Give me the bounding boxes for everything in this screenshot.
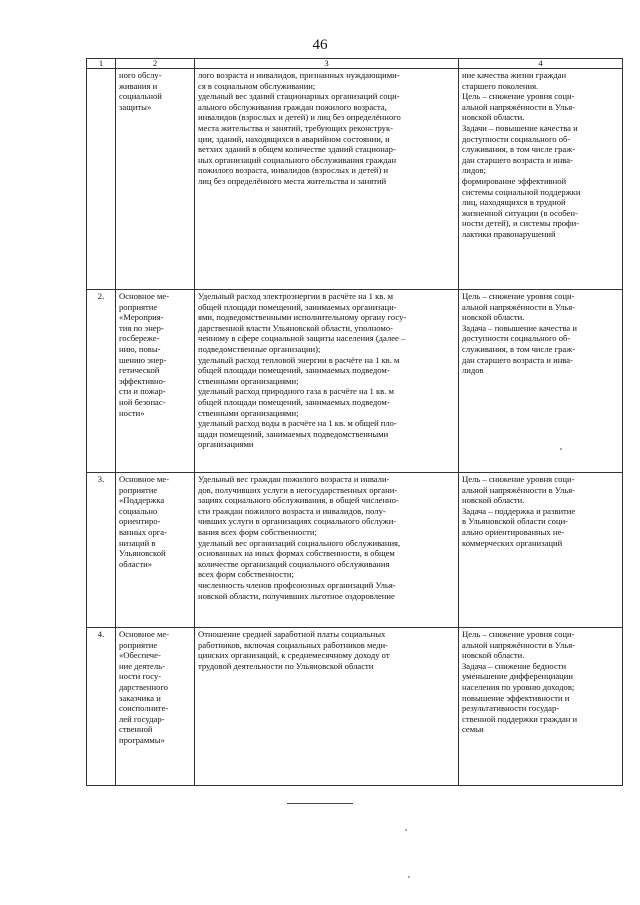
name-cell [116, 628, 195, 786]
goal-line: альной напряжённости в Улья- [462, 301, 576, 312]
indicator-line: Отношение средней заработной платы социальных [198, 629, 386, 639]
table-header-row [87, 59, 623, 69]
activity-name-line: Ульяновской [119, 548, 166, 559]
activity-name-line: гетической [119, 365, 160, 376]
indicator-line: удельный расход тепловой энергии в расчёте на 1 кв. м [198, 354, 400, 365]
name-cell [116, 473, 195, 628]
goal-line: Задача – поддержка и развитие [462, 505, 576, 516]
indicator-line: удельный расход природного газа в расчёте на 1 кв. м [198, 386, 394, 397]
indicator-line: ных организаций социального обслуживания граждан [198, 154, 397, 165]
scan-speck [408, 876, 410, 878]
goal-line: альной напряжённости в Улья- [462, 639, 576, 650]
goal-line: лидов; [462, 165, 487, 176]
activity-name-line: ности» [119, 407, 145, 418]
activity-name-line: роприятие [119, 639, 158, 650]
indicator-line: общей площади помещений, занимаемых организаци- [198, 301, 397, 312]
indicator-line: общей площади помещений, занимаемых подведом- [198, 365, 390, 376]
goal-line: Цель – снижение уровня соци- [462, 91, 575, 102]
activity-name-line: лей государ- [119, 713, 165, 724]
indicator-line: основанных на иных формах собственности, в общем [198, 548, 395, 559]
goal-line: населения по уровню доходов; [462, 681, 575, 692]
activity-name-line: эффективно- [119, 375, 166, 386]
activity-name-line: ванных орга- [119, 526, 167, 537]
goal-line: ние качества жизни граждан [462, 70, 567, 80]
activity-name-line: роприятие [119, 484, 158, 495]
goal-line: ности детей), и системы профи- [462, 218, 580, 229]
footer-divider [287, 803, 353, 804]
activity-name-line: социально [119, 505, 158, 516]
indicator-line: дов, получивших услуги в негосударственных органи- [198, 484, 398, 495]
indicator-line: количестве организаций социального обслуживания [198, 558, 390, 569]
table-row [87, 69, 623, 290]
indicator-line: лиц без определённого места жительства и занятий [198, 175, 387, 186]
goal-line: старшего поколения. [462, 80, 539, 91]
goal-line: результативности государ- [462, 703, 560, 714]
page-number: 46 [312, 37, 328, 53]
indicator-line: цинских организаций, к среднемесячному доходу от [198, 650, 390, 661]
indicator-line: ции, зданий, находящихся в аварийном состоянии, и [198, 133, 390, 144]
indicator-line: дарственной власти Ульяновской области, уполномо- [198, 322, 393, 333]
goal-line: повышение эффективности и [462, 692, 570, 703]
indicator-line: работников, включая социальных работников меди- [198, 639, 388, 650]
indicator-line: зациях социального обслуживания, в общей численно- [198, 495, 399, 506]
activity-name-line: дарственного [119, 681, 168, 692]
indicator-line: ями, подведомственными исполнительному органу госу- [198, 312, 407, 323]
indicator-line: вания всех форм собственности; [198, 526, 317, 537]
indicator-line: подведомственные организации); [198, 343, 321, 354]
indicator-line: общей площади помещений, занимаемых подведом- [198, 396, 390, 407]
activity-name-line: тия по энер- [119, 322, 164, 333]
indicator-line: новской области, получивших льготное оздоровление [198, 590, 395, 601]
program-table [86, 58, 623, 786]
activity-name-line: «Мероприя- [119, 312, 164, 323]
row-number: 3. [87, 473, 116, 628]
indicator-line: лого возраста и инвалидов, признанных нуждающими- [198, 70, 400, 80]
indicators-cell [195, 473, 459, 628]
row-number [87, 69, 116, 290]
activity-name-line: «Поддержка [119, 495, 165, 506]
goal-line: дан старшего возраста и инва- [462, 354, 573, 365]
name-cell [116, 69, 195, 290]
goal-line: Цель – снижение уровня соци- [462, 629, 575, 639]
scan-speck [405, 829, 407, 831]
goal-line: уменьшение дифференциации [462, 671, 573, 682]
goal-line: служивания, в том числе граж- [462, 144, 576, 155]
header-col-4: 4 [459, 59, 623, 69]
goal-line: Цель – снижение уровня соци- [462, 291, 575, 301]
goal-line: новской области. [462, 312, 525, 323]
goal-line: Задача – повышение качества и [462, 322, 577, 333]
activity-name-line: роприятие [119, 301, 158, 312]
activity-name-line: ности госу- [119, 671, 162, 682]
table-body [87, 69, 623, 786]
goal-line: новской области. [462, 495, 525, 506]
indicator-line: трудовой деятельности по Ульяновской области [198, 660, 374, 671]
header-col-2: 2 [116, 59, 195, 69]
activity-name-line: нию, повы- [119, 343, 161, 354]
indicator-line: Удельный расход электроэнергии в расчёте на 1 кв. м [198, 291, 394, 301]
indicator-line: удельный расход воды в расчёте на 1 кв. м общей пло- [198, 418, 397, 429]
goal-line: лидов [462, 365, 484, 376]
header-col-1: 1 [87, 59, 116, 69]
goal-line: Задача – снижение бедности [462, 660, 567, 671]
goal-line: альной напряжённости в Улья- [462, 101, 576, 112]
indicator-line: сти граждан пожилого возраста и инвалидов, полу- [198, 505, 386, 516]
activity-name-line: Основное ме- [119, 474, 170, 484]
indicators-cell [195, 290, 459, 473]
activity-name-line: заказчика и [119, 692, 161, 703]
goal-line: формирование эффективной [462, 175, 567, 186]
indicator-line: ственными организациями; [198, 407, 299, 418]
goal-line: дан старшего возраста и инва- [462, 154, 573, 165]
indicator-line: ся в социальном обслуживании; [198, 80, 316, 91]
goals-cell [459, 628, 623, 786]
indicator-line: ственными организациями; [198, 375, 299, 386]
goal-line: Задачи – повышение качества и [462, 122, 578, 133]
goal-line: лиц, находящихся в трудной [462, 197, 566, 208]
goal-line: новской области. [462, 650, 525, 661]
name-cell [116, 290, 195, 473]
indicator-line: щади помещений, занимаемых подведомственными [198, 428, 389, 439]
goal-line: доступности социального об- [462, 333, 571, 344]
goal-line: ально ориентированных не- [462, 526, 565, 537]
goal-line: доступности социального об- [462, 133, 571, 144]
scan-speck [560, 448, 562, 450]
goal-line: жизненной ситуации (в особен- [462, 207, 578, 218]
indicator-line: удельный вес зданий стационарных организаций соци- [198, 91, 400, 102]
activity-name-line: соисполните- [119, 703, 169, 714]
goals-cell [459, 290, 623, 473]
goal-line: системы социальной поддержки [462, 186, 581, 197]
goal-line: ственной поддержки граждан и [462, 713, 578, 724]
indicators-cell [195, 69, 459, 290]
goals-cell [459, 473, 623, 628]
row-number: 2. [87, 290, 116, 473]
activity-name-line: ориентиро- [119, 516, 161, 527]
indicator-line: организациями [198, 439, 254, 450]
activity-name-line: госбереже- [119, 333, 160, 344]
indicator-line: численность членов профсоюзных организаций Улья- [198, 579, 396, 590]
indicator-line: ветхих зданий в общем количестве зданий стационар- [198, 144, 396, 155]
header-col-3: 3 [195, 59, 459, 69]
table-row [87, 473, 623, 628]
indicators-cell [195, 628, 459, 786]
table-row [87, 628, 623, 786]
activity-name-line: ственной [119, 724, 153, 735]
goal-line: новской области. [462, 112, 525, 123]
goal-line: в Ульяновской области соци- [462, 516, 569, 527]
goal-line: лактики правонарушений [462, 228, 556, 239]
activity-name-line: живания и [119, 80, 158, 91]
indicator-line: удельный вес организаций социального обслуживания, [198, 537, 401, 548]
goal-line: коммерческих организаций [462, 537, 563, 548]
activity-name-line: области» [119, 558, 153, 569]
activity-name-line: программы» [119, 734, 165, 745]
indicator-line: Удельный вес граждан пожилого возраста и инвали- [198, 474, 390, 484]
indicator-line: всех форм собственности; [198, 569, 294, 580]
indicator-line: ченному в сфере социальной защиты населения (далее – [198, 333, 406, 344]
activity-name-line: защиты» [119, 101, 152, 112]
goal-line: альной напряжённости в Улья- [462, 484, 576, 495]
activity-name-line: ние деятель- [119, 660, 165, 671]
activity-name-line: «Обеспече- [119, 650, 161, 661]
activity-name-line: ной безопас- [119, 396, 166, 407]
indicator-line: места жительства и занятий, требующих реконструк- [198, 122, 393, 133]
goal-line: Цель – снижение уровня соци- [462, 474, 575, 484]
activity-name-line: социальной [119, 91, 162, 102]
goal-line: служивания, в том числе граж- [462, 343, 576, 354]
indicator-line: пожилого возраста, инвалидов (взрослых и детей) и [198, 165, 389, 176]
indicator-line: ального обслуживания граждан пожилого возраста, [198, 101, 387, 112]
activity-name-line: низаций в [119, 537, 156, 548]
activity-name-line: шению энер- [119, 354, 167, 365]
indicator-line: инвалидов (взрослых и детей) и лиц без определённого [198, 112, 401, 123]
activity-name-line: сти и пожар- [119, 386, 166, 397]
indicator-line: чивших услуги в организациях социального обслужи- [198, 516, 397, 527]
activity-name-line: Основное ме- [119, 629, 170, 639]
goals-cell [459, 69, 623, 290]
row-number: 4. [87, 628, 116, 786]
activity-name-line: ного обслу- [119, 70, 162, 80]
table-row [87, 290, 623, 473]
goal-line: семьи [462, 724, 484, 735]
activity-name-line: Основное ме- [119, 291, 170, 301]
